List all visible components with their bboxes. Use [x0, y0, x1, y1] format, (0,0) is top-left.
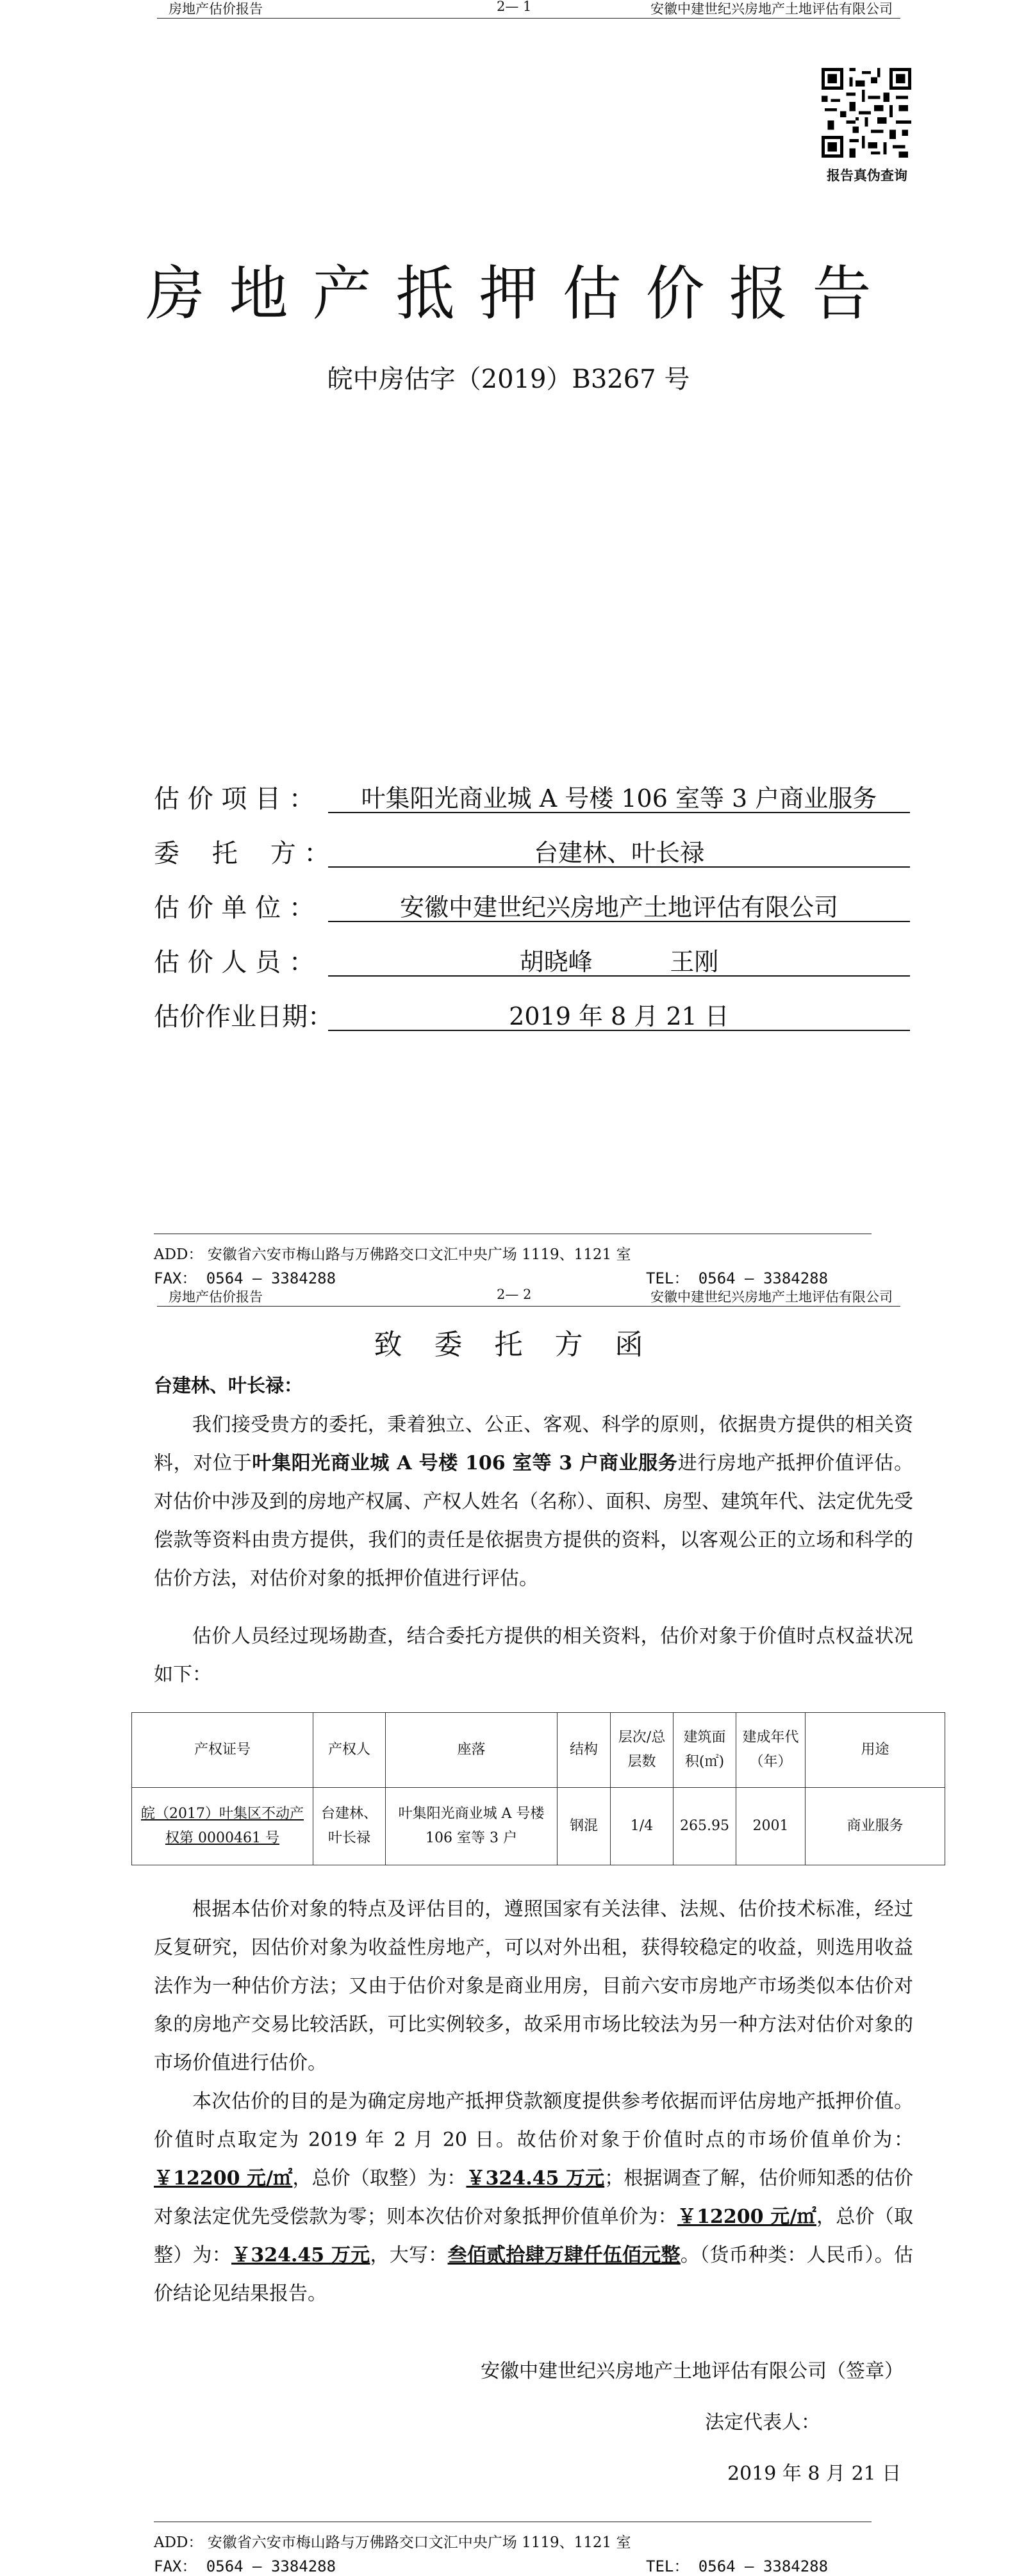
text-span: ，大写： — [370, 2244, 448, 2266]
footer-tel: TEL： 0564 — 3384288 — [646, 1269, 829, 1287]
table-header-cell: 建筑面积(㎡) — [674, 1713, 736, 1788]
table-header-cell: 座落 — [386, 1713, 558, 1788]
paragraph-conclusion — [154, 2083, 913, 2313]
table-cell: 2001 — [736, 1788, 806, 1865]
salutation: 台建林、叶长禄： — [154, 1375, 303, 1396]
letter-date: 2019 年 8 月 21 日 — [727, 2463, 902, 2485]
legal-representative: 法定代表人： — [705, 2411, 820, 2434]
table-header-cell: 用途 — [806, 1713, 945, 1788]
table-header-cell: 产权人 — [313, 1713, 386, 1788]
paragraph-intro — [154, 1406, 913, 1598]
table-cell: 台建林、叶长禄 — [313, 1788, 386, 1865]
paragraph-methods: 根据本估价对象的特点及评估目的，遵照国家有关法律、法规、估价技术标准，经过反复研究，因估价对象为收益性房地产，可以对外出租，获得较稳定的收益，则选用收益法作为一种估价方法；又由于估价对象是商业用房，目前六安市房地产市场类似本估价对象的房地产交易比较活跃，可比实例较多，故采用市场比较法为另一种方法对估价对象的市场价值进行估价。 — [154, 1898, 913, 2074]
qr-code-icon[interactable] — [822, 68, 911, 158]
letter-title: 致委托方函 — [374, 1328, 675, 1361]
info-label: 估 价 单 位 ： — [154, 893, 315, 923]
page-header — [157, 0, 900, 19]
header-left: 房地产估价报告 — [169, 1, 263, 17]
document-number: 皖中房估字（2019）B3267 号 — [327, 365, 690, 394]
footer-fax: FAX： 0564 — 3384288 — [154, 2557, 336, 2575]
table-row — [132, 1788, 945, 1865]
info-label: 估价作业日期： — [154, 1002, 333, 1032]
table-cell: 1/4 — [611, 1788, 674, 1865]
info-label: 估 价 项 目 ： — [154, 784, 315, 814]
table-header-cell: 产权证号 — [132, 1713, 313, 1788]
header-left: 房地产估价报告 — [169, 1289, 263, 1305]
qr-label: 报告真伪查询 — [827, 168, 907, 183]
text-span: ，总价（取整）为： — [154, 2206, 914, 2266]
property-name: 叶集阳光商业城 A 号楼 106 室等 3 户商业服务 — [252, 1452, 678, 1474]
table-header-cell: 结构 — [558, 1713, 611, 1788]
header-company: 安徽中建世纪兴房地产土地评估有限公司 — [650, 1289, 893, 1305]
table-cell: 叶集阳光商业城 A 号楼 106 室等 3 户 — [386, 1788, 558, 1865]
certificate-number-cell: 皖（2017）叶集区不动产权第 0000461 号 — [132, 1788, 313, 1865]
info-row-project — [154, 779, 910, 817]
table-cell: 265.95 — [674, 1788, 736, 1865]
info-label: 估 价 人 员 ： — [154, 948, 315, 977]
text-span: ；根据调查了解，估价师知悉的估价对象法定优先受偿款为零；则本次估价对象抵押价值单价为： — [154, 2167, 913, 2228]
report-title: 房地产抵押估价报告 — [145, 260, 896, 328]
info-label: 委 托 方 ： — [154, 839, 330, 868]
paragraph-survey: 估价人员经过现场勘查，结合委托方提供的相关资料，估价对象于价值时点权益状况如下： — [154, 1625, 913, 1686]
table-cell: 商业服务 — [806, 1788, 945, 1865]
footer-address: ADD： 安徽省六安市梅山路与万佛路交口文汇中央广场 1119、1121 室 — [154, 2534, 631, 2551]
table-cell: 钢混 — [558, 1788, 611, 1865]
info-row-appraisers — [154, 942, 910, 980]
info-value: 叶集阳光商业城 A 号楼 106 室等 3 户商业服务 — [328, 779, 910, 813]
mortgage-unit-price-value: ￥12200 元/㎡ — [677, 2206, 816, 2228]
mortgage-total-price-value: ￥324.45 万元 — [231, 2244, 370, 2266]
info-value: 2019 年 8 月 21 日 — [328, 996, 910, 1031]
page-header — [157, 1288, 900, 1307]
total-price-value: ￥324.45 万元 — [466, 2167, 605, 2190]
table-header-cell: 层次/总层数 — [611, 1713, 674, 1788]
info-value: 胡晓峰 王刚 — [328, 942, 910, 977]
property-rights-table — [131, 1712, 945, 1865]
footer-tel: TEL： 0564 — 3384288 — [646, 2557, 829, 2575]
unit-price-value: ￥12200 元/㎡ — [154, 2167, 293, 2190]
info-value: 安徽中建世纪兴房地产土地评估有限公司 — [328, 888, 910, 922]
table-header-row — [132, 1713, 945, 1788]
letter-to-client-page — [0, 1288, 1017, 2576]
header-page-number: 2— 1 — [497, 0, 532, 14]
footer-fax: FAX： 0564 — 3384288 — [154, 1269, 336, 1287]
header-company: 安徽中建世纪兴房地产土地评估有限公司 — [650, 1, 893, 17]
text-span: 进行房地产抵押价值评估。对估价中涉及到的房地产权属、产权人姓名（名称）、面积、房型、建筑年代、法定优先受偿款等资料由贵方提供，我们的责任是依据贵方提供的资料，以客观公正的立场和科学的估价方法，对估价对象的抵押价值进行评估。 — [154, 1452, 914, 1590]
capital-amount-value: 叁佰贰拾肆万肆仟伍佰元整 — [447, 2244, 681, 2266]
info-value: 台建林、叶长禄 — [328, 833, 910, 868]
footer-address: ADD： 安徽省六安市梅山路与万佛路交口文汇中央广场 1119、1121 室 — [154, 1246, 631, 1263]
table-header-cell: 建成年代（年） — [736, 1713, 806, 1788]
info-row-appraiser-company — [154, 888, 910, 926]
header-page-number: 2— 2 — [497, 1288, 532, 1302]
info-row-date — [154, 996, 910, 1035]
text-span: 我们接受贵方的委托，秉着独立、公正、客观、科学的原则，依据贵方提供的相关资料，对位于 — [154, 1414, 913, 1474]
info-row-client — [154, 833, 910, 871]
text-span: 。（货币种类：人民币）。估价结论见结果报告。 — [154, 2244, 914, 2305]
text-span: ，总价（取整）为： — [292, 2167, 467, 2190]
text-span: 本次估价的目的是为确定房地产抵押贷款额度提供参考依据而评估房地产抵押价值。价值时点取定为 2019 年 2 月 20 日。故估价对象于价值时点的市场价值单价为： — [154, 2090, 913, 2151]
signature-company: 安徽中建世纪兴房地产土地评估有限公司（签章） — [481, 2360, 904, 2382]
